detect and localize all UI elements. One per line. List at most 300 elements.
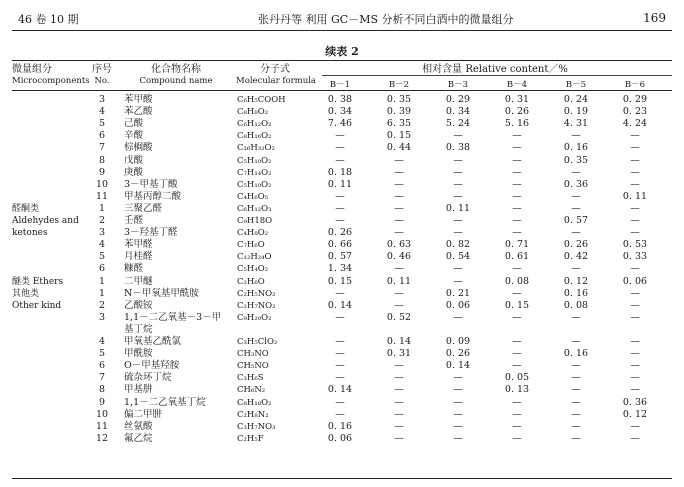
molecular-formula: C₈H₁₈O₂ — [237, 397, 272, 408]
content-value: — — [394, 432, 404, 444]
content-value: — — [630, 372, 640, 384]
content-value: — — [453, 154, 463, 166]
content-value: — — [335, 311, 345, 323]
row-number: 7 — [98, 142, 106, 154]
content-value: 0. 06 — [622, 275, 648, 287]
running-header — [0, 0, 684, 30]
content-value: — — [512, 263, 522, 275]
header-sample: B－4 — [506, 80, 528, 90]
content-value: — — [335, 372, 345, 384]
compound-name: O－甲基羟胺 — [124, 360, 180, 372]
content-value: — — [630, 166, 640, 178]
content-value: — — [394, 287, 404, 299]
content-value: 0. 23 — [622, 106, 648, 118]
molecular-formula: CH₆N₂ — [237, 385, 266, 396]
content-value: 0. 13 — [504, 384, 530, 396]
content-value: — — [335, 336, 345, 347]
compound-name: 甲氧基乙酰氯 — [124, 336, 182, 347]
content-value: 1. 34 — [327, 263, 353, 275]
content-value: 0. 29 — [445, 94, 471, 105]
compound-name: 糠醛 — [124, 263, 144, 275]
table-row — [0, 215, 684, 227]
row-number: 6 — [98, 130, 106, 142]
running-title: 张丹丹等 利用 GC－MS 分析不同白酒中的微量组分 — [258, 13, 514, 26]
content-value: 0. 14 — [386, 336, 412, 347]
row-number: 4 — [98, 336, 106, 347]
content-value: 0. 12 — [622, 408, 648, 420]
content-value: 0. 14 — [327, 299, 353, 311]
content-value: 0. 36 — [563, 178, 589, 190]
content-value: — — [630, 178, 640, 190]
compound-name: N－甲氧基甲酰胺 — [124, 287, 199, 299]
molecular-formula: C₈H₈O₂ — [237, 107, 269, 118]
row-number: 2 — [98, 299, 106, 311]
content-value: 0. 63 — [386, 239, 412, 251]
header-formula-cn: 分子式 — [260, 64, 290, 75]
compound-name: 苯甲酸 — [124, 94, 153, 105]
content-value: 6. 35 — [386, 118, 412, 130]
content-value: — — [630, 348, 640, 360]
row-number: 8 — [98, 154, 106, 166]
row-number: 4 — [98, 239, 106, 251]
group-label: Aldehydes and — [12, 216, 79, 226]
molecular-formula: C₉H18O — [237, 216, 273, 226]
content-value: 0. 18 — [327, 166, 353, 178]
table-row — [0, 142, 684, 154]
content-value: 0. 36 — [622, 396, 648, 408]
row-number: 5 — [98, 118, 106, 130]
content-value: — — [630, 154, 640, 166]
content-value: — — [394, 190, 404, 202]
content-value: 0. 38 — [327, 94, 353, 105]
content-value: — — [630, 215, 640, 226]
compound-name: 三聚乙醛 — [124, 202, 163, 214]
content-value: 0. 71 — [504, 239, 530, 251]
content-value: 0. 26 — [445, 348, 471, 360]
content-value: 0. 35 — [563, 154, 589, 166]
molecular-formula: C₅H₁₀O₂ — [237, 179, 272, 190]
content-value: — — [512, 348, 522, 360]
molecular-formula: C₈H₁₆O₂ — [237, 131, 272, 142]
content-value: 0. 16 — [563, 348, 589, 360]
header-content: 相对含量 Relative content／% — [422, 64, 568, 75]
content-value: 0. 29 — [622, 94, 648, 105]
content-value: — — [512, 396, 522, 408]
compound-name: 3－甲基丁酸 — [124, 178, 178, 190]
compound-name: 氟乙烷 — [124, 432, 153, 444]
content-value: 0. 16 — [563, 142, 589, 154]
table-row — [0, 106, 684, 118]
content-value: — — [630, 420, 640, 432]
molecular-formula: C₂H₅F — [237, 433, 264, 444]
header-sample: B－3 — [447, 80, 469, 90]
row-number: 11 — [95, 190, 109, 202]
content-value: 5. 24 — [445, 118, 471, 130]
content-value: — — [630, 202, 640, 214]
table-row — [0, 130, 684, 142]
content-value: — — [335, 130, 345, 142]
molecular-formula: C₅H₄O₂ — [237, 264, 269, 275]
content-value: — — [394, 396, 404, 408]
content-value: — — [335, 360, 345, 372]
table-header-rule — [12, 90, 672, 91]
group-label: 其他类 — [12, 288, 40, 299]
content-value: 0. 06 — [327, 432, 353, 444]
content-value: — — [630, 336, 640, 347]
molecular-formula: C₂H₈N₂ — [237, 409, 269, 420]
content-value: 0. 31 — [386, 348, 412, 360]
row-number: 9 — [98, 396, 106, 408]
row-number: 5 — [98, 348, 106, 360]
table-row — [0, 312, 684, 324]
content-value: — — [394, 178, 404, 190]
content-value: — — [453, 408, 463, 420]
content-value: — — [512, 202, 522, 214]
molecular-formula: C₂H₇NO₂ — [237, 300, 276, 311]
content-value: 0. 52 — [386, 311, 412, 323]
molecular-formula: C₂H₆O — [237, 276, 265, 287]
content-value: 0. 06 — [445, 299, 471, 311]
molecular-formula: C₁₂H₂₄O — [237, 252, 272, 263]
content-value: — — [453, 130, 463, 142]
row-number: 12 — [95, 432, 109, 444]
row-number: 8 — [98, 384, 106, 396]
compound-name: 1,1－二乙氧基－3－甲 — [124, 311, 222, 323]
group-label: 醚类 Ethers — [12, 276, 64, 287]
table-row — [0, 433, 684, 445]
content-value: — — [571, 202, 581, 214]
content-value: — — [394, 227, 404, 239]
content-value: 0. 35 — [386, 94, 412, 105]
content-value: — — [630, 130, 640, 142]
table-row — [0, 251, 684, 263]
content-value: 0. 11 — [386, 275, 412, 287]
content-value: 0. 14 — [327, 384, 353, 396]
table-row — [0, 372, 684, 384]
row-number: 4 — [98, 106, 106, 118]
row-number: 1 — [98, 202, 106, 214]
content-value: — — [571, 130, 581, 142]
content-value: — — [512, 178, 522, 190]
compound-name: 甲酰胺 — [124, 348, 153, 360]
content-value: 0. 09 — [445, 336, 471, 347]
content-value: 0. 57 — [327, 251, 353, 263]
content-value: 0. 15 — [327, 275, 353, 287]
table-row — [0, 155, 684, 167]
table-row — [0, 179, 684, 191]
content-value: 0. 08 — [563, 299, 589, 311]
content-value: — — [571, 384, 581, 396]
row-number: 10 — [95, 178, 109, 190]
content-value: — — [394, 360, 404, 372]
row-number: 5 — [98, 251, 106, 263]
compound-name: 己酸 — [124, 118, 144, 130]
content-value: — — [335, 396, 345, 408]
table-row — [0, 336, 684, 348]
content-value: — — [571, 396, 581, 408]
content-value: — — [453, 396, 463, 408]
content-value: — — [453, 420, 463, 432]
table-row — [0, 227, 684, 239]
row-number: 6 — [98, 263, 106, 275]
header-sample: B－2 — [388, 80, 410, 90]
table-row — [0, 360, 684, 372]
compound-name: 甲基肼 — [124, 384, 153, 396]
content-value: — — [571, 263, 581, 275]
molecular-formula: C₃H₇NO₃ — [237, 421, 276, 432]
content-value: — — [394, 408, 404, 420]
content-value: — — [512, 311, 522, 323]
content-value: — — [630, 311, 640, 323]
content-value: 0. 57 — [563, 215, 589, 226]
compound-name: 壬醛 — [124, 215, 144, 226]
content-value: 0. 34 — [445, 106, 471, 118]
content-value: 0. 33 — [622, 251, 648, 263]
content-value: — — [512, 336, 522, 347]
content-value: 4. 31 — [563, 118, 589, 130]
content-value: — — [512, 130, 522, 142]
molecular-formula: C₆H₁₂O₃ — [237, 203, 272, 214]
table-row — [0, 276, 684, 288]
page-number: 169 — [643, 11, 666, 25]
content-value: 7. 46 — [327, 118, 353, 130]
content-value: — — [394, 299, 404, 311]
molecular-formula: CH₃NO — [237, 349, 269, 360]
group-label: Other kind — [12, 300, 62, 311]
content-value: 0. 31 — [504, 94, 530, 105]
compound-name: 月桂醛 — [124, 251, 153, 263]
compound-name: 硫杂环丁烷 — [124, 372, 172, 384]
content-value: 0. 42 — [563, 251, 589, 263]
content-value: — — [453, 166, 463, 178]
table-top-rule — [12, 60, 672, 61]
header-rule — [12, 30, 672, 31]
row-number: 3 — [98, 311, 106, 323]
content-value: — — [453, 227, 463, 239]
content-value: — — [571, 166, 581, 178]
content-value: — — [394, 202, 404, 214]
table-row — [0, 191, 684, 203]
content-value: — — [571, 408, 581, 420]
content-value: 0. 24 — [563, 94, 589, 105]
molecular-formula: C₃H₅ClO₂ — [237, 337, 278, 347]
content-value: 0. 26 — [504, 106, 530, 118]
row-number: 3 — [98, 227, 106, 239]
molecular-formula: C₃H₆S — [237, 373, 264, 384]
table-row-continuation — [0, 324, 684, 336]
content-value: — — [453, 263, 463, 275]
row-number: 6 — [98, 360, 106, 372]
content-value: — — [512, 420, 522, 432]
molecular-formula: C₁₆H₃₂O₂ — [237, 143, 275, 154]
content-value: 0. 82 — [445, 239, 471, 251]
content-value: — — [630, 299, 640, 311]
content-value: — — [571, 227, 581, 239]
content-value: 0. 21 — [445, 287, 471, 299]
content-value: — — [512, 166, 522, 178]
content-value: — — [335, 154, 345, 166]
content-value: — — [512, 215, 522, 226]
table-row — [0, 384, 684, 396]
table-row — [0, 300, 684, 312]
compound-name: 棕榈酸 — [124, 142, 153, 154]
content-value: — — [394, 384, 404, 396]
molecular-formula: C₆H₁₂O₂ — [237, 119, 272, 130]
content-value: — — [630, 360, 640, 372]
content-value: 0. 38 — [445, 142, 471, 154]
content-value: 0. 46 — [386, 251, 412, 263]
compound-name: 庚酸 — [124, 166, 144, 178]
compound-name: 苯甲醛 — [124, 239, 153, 251]
content-value: — — [453, 311, 463, 323]
compound-name: 苯乙酸 — [124, 106, 153, 118]
content-value: — — [335, 408, 345, 420]
content-value: — — [394, 166, 404, 178]
row-number: 7 — [98, 372, 106, 384]
compound-name: 戊酸 — [124, 154, 144, 166]
compound-name: 乙酸铵 — [124, 299, 153, 311]
header-sub-rule — [322, 75, 672, 76]
content-value: 0. 14 — [445, 360, 471, 372]
content-value: 0. 34 — [327, 106, 353, 118]
header-name-cn: 化合物名称 — [151, 64, 201, 75]
content-value: — — [630, 263, 640, 275]
header-name-en: Compound name — [139, 76, 213, 86]
content-value: 0. 12 — [563, 275, 589, 287]
header-no-cn: 序号 — [92, 64, 112, 75]
table-row — [0, 167, 684, 179]
content-value: — — [571, 372, 581, 384]
content-value: — — [453, 384, 463, 396]
compound-name: 偏二甲肼 — [124, 408, 163, 420]
content-value: 0. 11 — [622, 190, 648, 202]
content-value: 0. 53 — [622, 239, 648, 251]
content-value: — — [453, 215, 463, 226]
content-value: — — [630, 227, 640, 239]
content-value: 0. 05 — [504, 372, 530, 384]
compound-name: 甲基丙醇二酸 — [124, 190, 182, 202]
content-value: — — [394, 215, 404, 226]
content-value: — — [335, 348, 345, 360]
content-value: — — [335, 287, 345, 299]
content-value: — — [335, 190, 345, 202]
content-value: 5. 16 — [504, 118, 530, 130]
row-number: 2 — [98, 215, 106, 226]
row-number: 3 — [98, 94, 106, 105]
content-value: — — [394, 372, 404, 384]
molecular-formula: C₂H₅NO₂ — [237, 288, 276, 299]
molecular-formula: CH₅NO — [237, 361, 269, 372]
content-value: — — [630, 384, 640, 396]
compound-name: 丝氨酸 — [124, 420, 153, 432]
row-number: 10 — [95, 408, 109, 420]
content-value: — — [512, 408, 522, 420]
molecular-formula: C₄H₆O₅ — [237, 191, 269, 202]
content-value: — — [630, 287, 640, 299]
compound-name: 1,1－二乙氧基丁烷 — [124, 396, 206, 408]
molecular-formula: C₅H₁₀O₂ — [237, 155, 272, 166]
content-value: 0. 54 — [445, 251, 471, 263]
content-value: 0. 39 — [386, 106, 412, 118]
header-sample: B－5 — [565, 80, 587, 90]
table-row — [0, 288, 684, 300]
content-value: 0. 15 — [504, 299, 530, 311]
compound-name: 二甲醚 — [124, 275, 153, 287]
compound-name-continuation: 基丁烷 — [124, 323, 153, 335]
content-value: — — [453, 372, 463, 384]
content-value: — — [453, 178, 463, 190]
table-row — [0, 409, 684, 421]
journal-issue: 46 卷 10 期 — [18, 13, 79, 26]
content-value: — — [453, 275, 463, 287]
table-title: 续表 2 — [325, 45, 359, 58]
header-formula-en: Molecular formula — [236, 76, 317, 86]
table-row — [0, 397, 684, 409]
content-value: — — [571, 190, 581, 202]
header-group-cn: 微量组分 — [12, 64, 52, 75]
row-number: 1 — [98, 287, 106, 299]
group-label: 醛酮类 — [12, 203, 40, 214]
content-value: — — [512, 432, 522, 444]
content-value: — — [571, 420, 581, 432]
row-number: 9 — [98, 166, 106, 178]
molecular-formula: C₆H₅COOH — [237, 95, 286, 105]
content-value: — — [394, 420, 404, 432]
molecular-formula: C₇H₁₄O₂ — [237, 167, 272, 178]
header-sample: B－6 — [624, 80, 646, 90]
content-value: — — [453, 432, 463, 444]
content-value: 0. 26 — [563, 239, 589, 251]
table-row — [0, 94, 684, 106]
content-value: 0. 16 — [563, 287, 589, 299]
content-value: — — [571, 432, 581, 444]
table-row — [0, 118, 684, 130]
molecular-formula: C₉H₂₀O₂ — [237, 312, 272, 323]
table-row — [0, 421, 684, 433]
content-value: 0. 16 — [327, 420, 353, 432]
content-value: 0. 66 — [327, 239, 353, 251]
content-value: 0. 15 — [386, 130, 412, 142]
row-number: 11 — [95, 420, 109, 432]
content-value: 4. 24 — [622, 118, 648, 130]
molecular-formula: C₇H₆O — [237, 240, 265, 251]
content-value: 0. 08 — [504, 275, 530, 287]
header-no-en: No. — [94, 76, 110, 86]
content-value: — — [512, 154, 522, 166]
table-row — [0, 263, 684, 275]
content-value: 0. 44 — [386, 142, 412, 154]
content-value: 0. 11 — [445, 202, 471, 214]
compound-name: 3－羟基丁醛 — [124, 227, 178, 239]
group-label: ketones — [12, 228, 48, 239]
content-value: — — [630, 142, 640, 154]
content-value: 0. 11 — [327, 178, 353, 190]
content-value: 0. 61 — [504, 251, 530, 263]
content-value: — — [512, 360, 522, 372]
content-value: — — [335, 202, 345, 214]
header-group-en: Microcomponents — [12, 76, 90, 86]
content-value: — — [512, 227, 522, 239]
content-value: — — [335, 215, 345, 226]
content-value: — — [512, 190, 522, 202]
compound-name: 辛酸 — [124, 130, 144, 142]
content-value: — — [571, 311, 581, 323]
content-value: — — [335, 142, 345, 154]
table-row — [0, 203, 684, 215]
content-value: — — [453, 190, 463, 202]
content-value: — — [571, 336, 581, 347]
molecular-formula: C₄H₈O₂ — [237, 228, 269, 239]
